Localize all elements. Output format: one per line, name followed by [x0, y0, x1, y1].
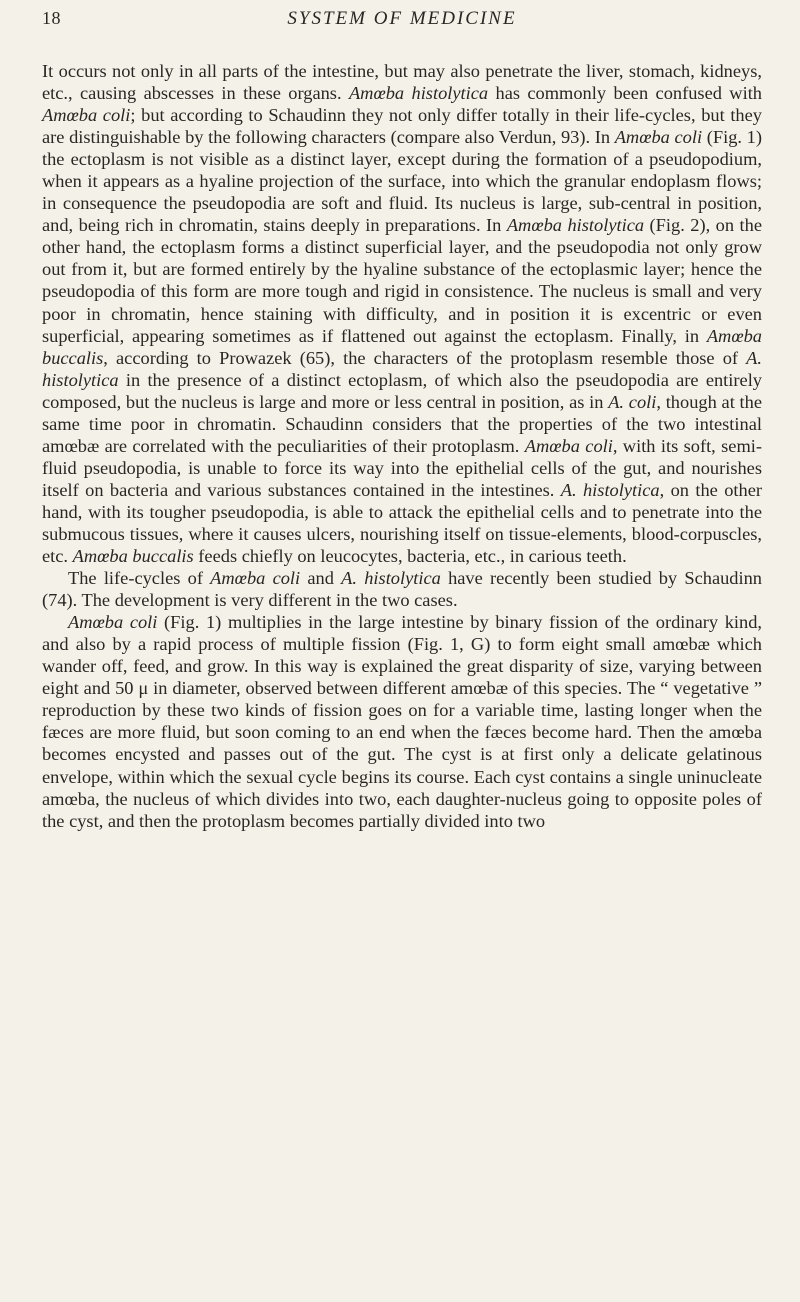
italic-term: Amœba coli [524, 435, 613, 456]
italic-term: Amœba coli [210, 568, 301, 589]
running-title: SYSTEM OF MEDICINE [287, 8, 517, 29]
italic-term: Amœba histolytica [348, 83, 489, 104]
text-run: have recently been studied by Schaudinn (74). The development is very different in the two cases. [42, 568, 762, 611]
italic-term: Amœba coli [68, 612, 158, 633]
text-run: The life-cycles of [68, 568, 211, 589]
italic-term: A. histolytica [560, 479, 660, 500]
text-run: ; but according to Schaudinn they not only differ totally in their life-cycles, but they are distinguishable by the following characters (compare also Verdun, 93). In [42, 105, 762, 148]
italic-term: Amœba coli [614, 127, 703, 148]
text-run: (Fig. 2), on the other hand, the ectoplasm forms a distinct superficial layer, and the pseudopodia not only grow out from it, but are formed entirely by the hyaline substance of the ectoplasmic layer; hence the pseudopodia of this form are more tough and rigid in consistence. The nucleus is small and very poor in chromatin, hence staining with difficulty, and in position it is excentric or even superficial, appearing sometimes as if flattened out against the ectoplasm. Finally, in [42, 215, 762, 346]
italic-term: Amœba buccalis [42, 325, 762, 368]
italic-term: A. histolytica [42, 347, 762, 390]
text-run: , though at the same time poor in chromatin. Schaudinn considers that the properties of the two intestinal amœbæ are correlated with the peculiarities of their protoplasm. [42, 391, 763, 456]
italic-term: Amœba coli [42, 105, 131, 126]
text-run: and [300, 568, 342, 589]
paragraph [42, 611, 762, 831]
text-run: , on the other hand, with its tougher pseudopodia, is able to attack the epithelial cells and to penetrate into the submucous tissues, where it causes ulcers, nourishing itself on tissue-elements, blood-corpuscles, etc. [42, 479, 762, 567]
page-number: 18 [42, 8, 61, 28]
text-run: has commonly been confused with [488, 83, 762, 104]
running-head [42, 4, 762, 34]
text-run: (Fig. 1) multiplies in the large intestine by binary fission of the ordinary kind, and also by a rapid process of multiple fission (Fig. 1, G) to form eight small amœbæ which wander off, feed, and grow. In this way is explained the great disparity of size, varying between eight and 50 μ in diameter, observed between different amœbæ of this species. The “ vegetative ” reproduction by these two kinds of fission goes on for a variable time, lasting longer when the fæces are more fluid, but soon coming to an end when the fæces become hard. Then the amœba becomes encysted and passes out of the gut. The cyst is at first only a delicate gelatinous envelope, within which the sexual cycle begins its course. Each cyst contains a single uninucleate amœba, the nucleus of which divides into two, each daughter-nucleus going to opposite poles of the cyst, and then the protoplasm becomes partially divided into two [42, 612, 762, 831]
text-run: , according to Prowazek (65), the characters of the protoplasm resemble those of [103, 347, 747, 368]
text-run: feeds chiefly on leucocytes, bacteria, etc., in carious teeth. [193, 546, 627, 567]
italic-term: A. coli [608, 391, 657, 412]
text-run: (Fig. 1) the ectoplasm is not visible as a distinct layer, except during the formation of a pseudopodium, when it appears as a hyaline projection of the surface, into which the granular endoplasm flows; in consequence the pseudopodia are soft and fluid. Its nucleus is large, sub-central in position, and, being rich in chromatin, stains deeply in preparations. In [42, 127, 762, 236]
paragraph [42, 567, 762, 611]
text-run: It occurs not only in all parts of the intestine, but may also penetrate the liver, stomach, kidneys, etc., causing abscesses in these organs. [42, 61, 762, 104]
text-run: , with its soft, semi-fluid pseudopodia, is unable to force its way into the epithelial cells of the gut, and nourishes itself on bacteria and various substances contained in the intestines. [42, 435, 762, 500]
body-text [42, 60, 762, 832]
text-run: in the presence of a distinct ectoplasm, of which also the pseudopodia are entirely composed, but the nucleus is large and more or less central in position, as in [42, 369, 762, 412]
paragraph [42, 60, 762, 567]
italic-term: A. histolytica [341, 568, 441, 589]
italic-term: Amœba buccalis [72, 546, 194, 567]
italic-term: Amœba histolytica [506, 215, 645, 236]
